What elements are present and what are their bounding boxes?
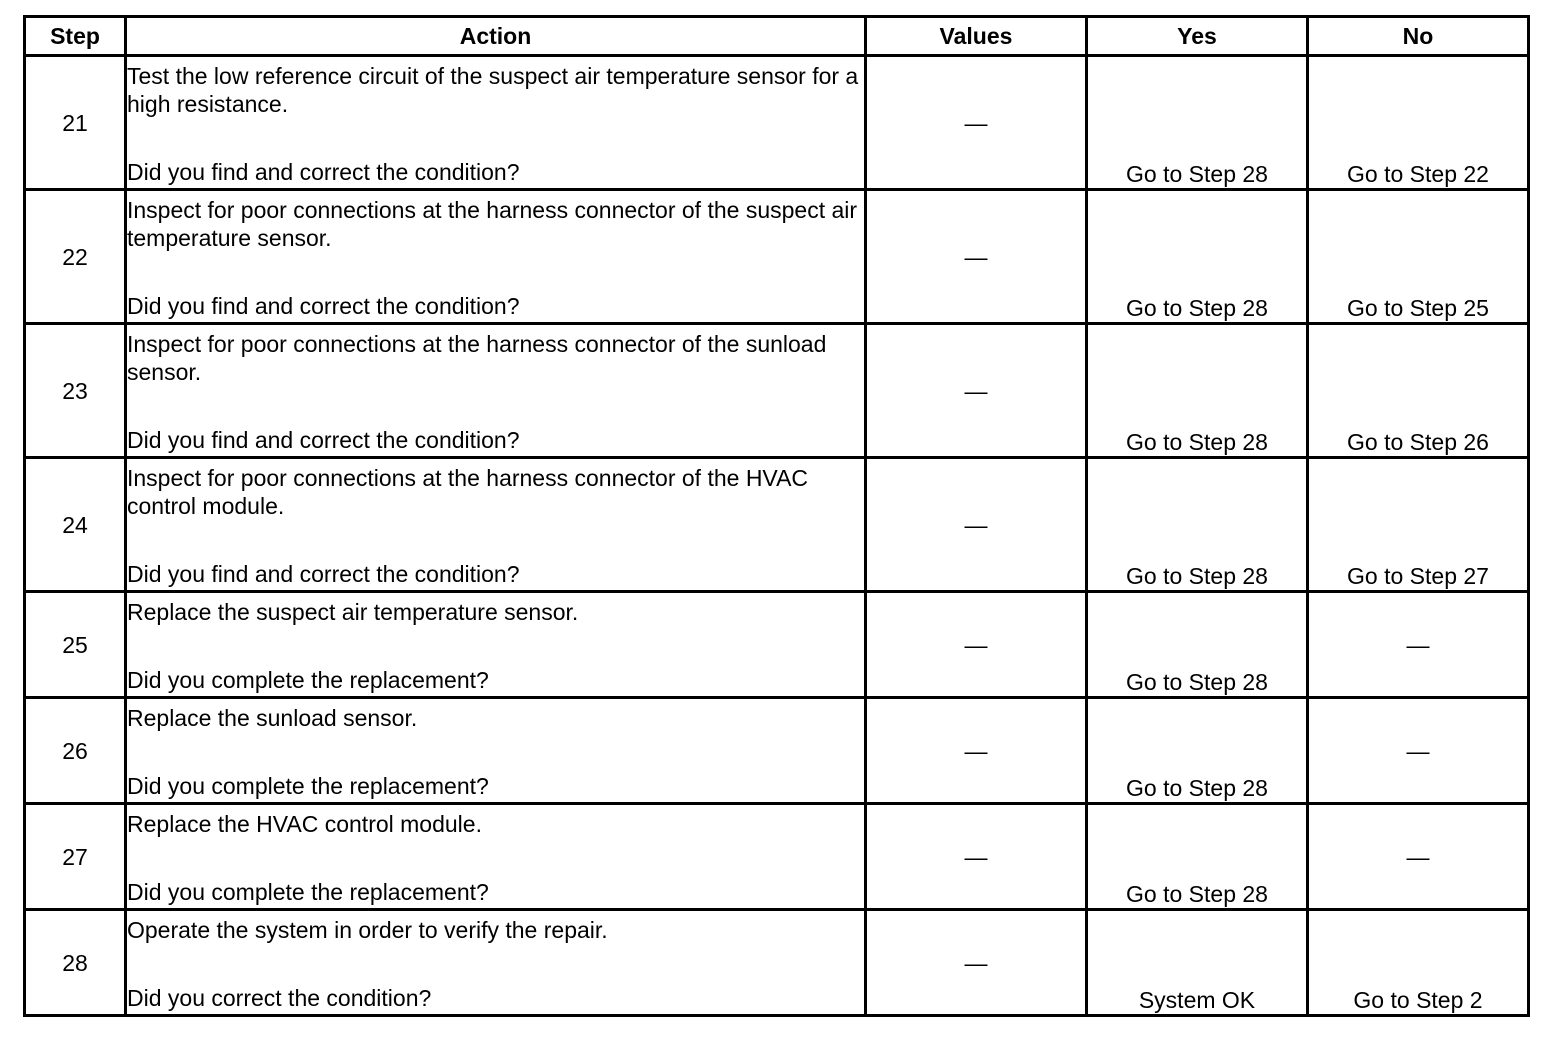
values-cell: — [866, 324, 1087, 458]
no-result: Go to Step 2 [1308, 910, 1529, 1016]
action-question: Did you find and correct the condition? [127, 293, 520, 319]
action-instruction: Replace the HVAC control module. [127, 811, 482, 837]
action-question: Did you complete the replacement? [127, 879, 489, 905]
action-cell [126, 324, 866, 458]
values-cell: — [866, 190, 1087, 324]
yes-result: Go to Step 28 [1087, 698, 1308, 804]
no-result: Go to Step 25 [1308, 190, 1529, 324]
no-result: Go to Step 22 [1308, 56, 1529, 190]
table-row [25, 324, 1529, 458]
table-row [25, 190, 1529, 324]
action-question: Did you find and correct the condition? [127, 427, 520, 453]
step-number: 23 [25, 324, 126, 458]
table-row [25, 56, 1529, 190]
action-cell [126, 910, 866, 1016]
no-result: — [1308, 698, 1529, 804]
header-action: Action [126, 17, 866, 56]
values-cell: — [866, 910, 1087, 1016]
action-instruction: Replace the suspect air temperature sensor. [127, 599, 579, 625]
table-row [25, 804, 1529, 910]
table-row [25, 698, 1529, 804]
step-number: 25 [25, 592, 126, 698]
action-question: Did you find and correct the condition? [127, 159, 520, 185]
action-instruction: Inspect for poor connections at the harness connector of the suspect air temperature sensor. [127, 197, 858, 251]
header-no: No [1308, 17, 1529, 56]
values-cell: — [866, 592, 1087, 698]
action-question: Did you correct the condition? [127, 985, 432, 1011]
action-instruction: Replace the sunload sensor. [127, 705, 418, 731]
action-cell [126, 804, 866, 910]
values-cell: — [866, 458, 1087, 592]
step-number: 22 [25, 190, 126, 324]
step-number: 24 [25, 458, 126, 592]
action-instruction: Inspect for poor connections at the harness connector of the sunload sensor. [127, 331, 827, 385]
yes-result: System OK [1087, 910, 1308, 1016]
step-number: 26 [25, 698, 126, 804]
step-number: 21 [25, 56, 126, 190]
values-cell: — [866, 698, 1087, 804]
yes-result: Go to Step 28 [1087, 592, 1308, 698]
action-question: Did you find and correct the condition? [127, 561, 520, 587]
action-cell [126, 458, 866, 592]
action-cell [126, 56, 866, 190]
step-number: 28 [25, 910, 126, 1016]
table-row [25, 458, 1529, 592]
action-cell [126, 698, 866, 804]
action-cell [126, 190, 866, 324]
header-yes: Yes [1087, 17, 1308, 56]
action-question: Did you complete the replacement? [127, 667, 489, 693]
yes-result: Go to Step 28 [1087, 804, 1308, 910]
action-instruction: Test the low reference circuit of the suspect air temperature sensor for a high resistance. [127, 63, 859, 117]
diagnostic-table [23, 15, 1530, 1017]
table-row [25, 910, 1529, 1016]
header-row [25, 17, 1529, 56]
step-number: 27 [25, 804, 126, 910]
yes-result: Go to Step 28 [1087, 56, 1308, 190]
header-step: Step [25, 17, 126, 56]
yes-result: Go to Step 28 [1087, 324, 1308, 458]
action-instruction: Operate the system in order to verify the repair. [127, 917, 608, 943]
values-cell: — [866, 56, 1087, 190]
yes-result: Go to Step 28 [1087, 190, 1308, 324]
action-cell [126, 592, 866, 698]
header-values: Values [866, 17, 1087, 56]
action-question: Did you complete the replacement? [127, 773, 489, 799]
action-instruction: Inspect for poor connections at the harness connector of the HVAC control module. [127, 465, 809, 519]
no-result: Go to Step 27 [1308, 458, 1529, 592]
no-result: — [1308, 592, 1529, 698]
table-row [25, 592, 1529, 698]
no-result: Go to Step 26 [1308, 324, 1529, 458]
values-cell: — [866, 804, 1087, 910]
no-result: — [1308, 804, 1529, 910]
yes-result: Go to Step 28 [1087, 458, 1308, 592]
